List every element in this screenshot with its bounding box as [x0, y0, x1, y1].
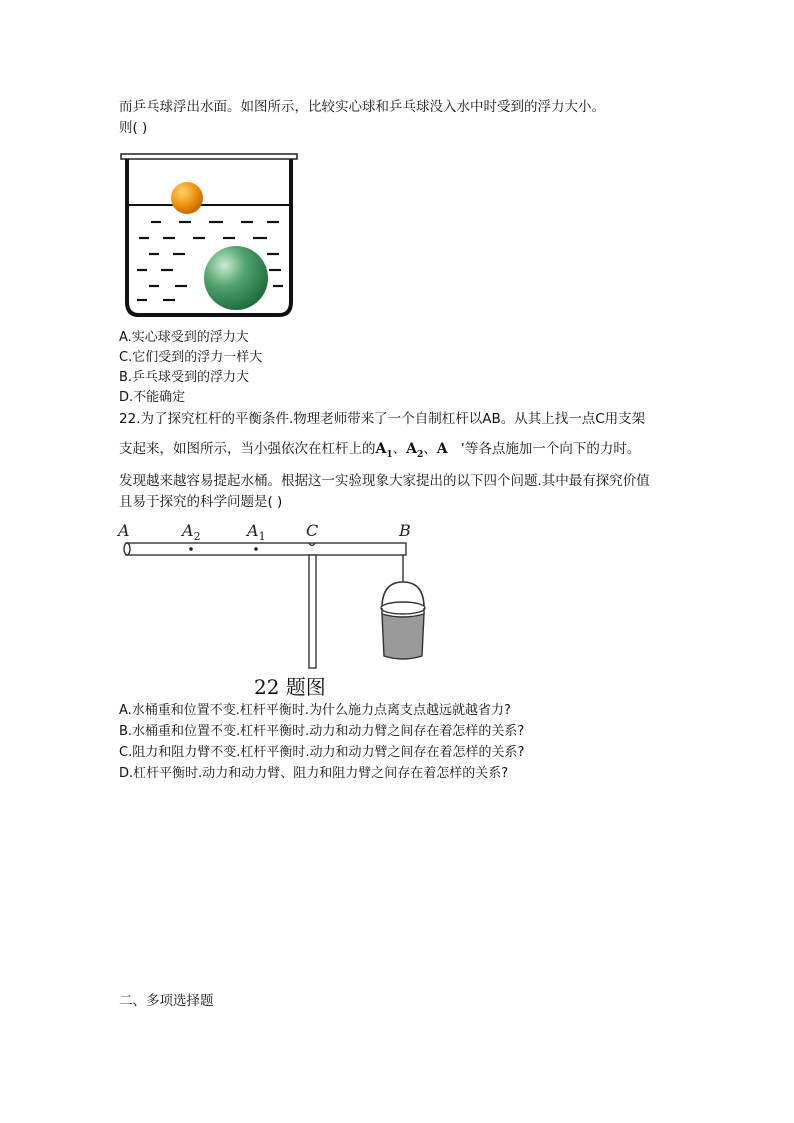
- label-a1: $A_1$: [247, 521, 266, 543]
- q21-option-b: B.乒乓球受到的浮力大: [119, 370, 250, 385]
- q22-option-a: A.水桶重和位置不变.杠杆平衡时.为什么施力点离支点越远就越省力?: [119, 703, 511, 718]
- q21-option-c: C.它们受到的浮力一样大: [119, 350, 263, 365]
- label-a2: $A_2$: [182, 521, 201, 543]
- lever-bar: [126, 543, 406, 555]
- figure-caption: 22 题图: [254, 675, 326, 699]
- q22-text-line1: 22.为了探究杠杆的平衡条件.物理老师带来了一个自制杠杆以AB。从其上找一点C用支架: [119, 411, 646, 427]
- beaker-figure: [119, 150, 299, 320]
- support-post: [309, 555, 316, 668]
- point-a2: [189, 547, 193, 551]
- q22-option-d: D.杠杆平衡时.动力和动力臂、阻力和阻力臂之间存在着怎样的关系?: [119, 766, 509, 781]
- q22-line2-end: ’等各点施加一个向下的力时。: [460, 441, 641, 457]
- label-c: C: [306, 521, 319, 540]
- q22-a2-label: $A_2$: [406, 441, 424, 460]
- q22-option-c: C.阻力和阻力臂不变.杠杆平衡时.动力和动力臂之间存在着怎样的关系?: [119, 745, 525, 760]
- q21-option-d: D.不能确定: [119, 390, 186, 405]
- q22-line2-start: 支起来，如图所示，当小强依次在杠杆上的: [119, 441, 376, 457]
- lever-end: [124, 543, 130, 555]
- label-b: B: [399, 521, 411, 540]
- q21-text-line2: 则( ): [119, 120, 148, 136]
- q22-option-b: B.水桶重和位置不变.杠杆平衡时.动力和动力臂之间存在着怎样的关系?: [119, 724, 525, 739]
- beaker-rim: [121, 154, 297, 159]
- lever-figure: [116, 516, 446, 676]
- q22-text-line3: 发现越来越容易提起水桶。根据这一实验现象大家提出的以下四个问题.其中最有探究价值: [119, 473, 650, 489]
- q21-text-line1: 而乒乓球浮出水面。如图所示，比较实心球和乒乓球没入水中时受到的浮力大小。: [119, 99, 605, 115]
- bucket-top: [381, 602, 425, 614]
- q22-a-label: A: [436, 441, 448, 457]
- q22-text-line4: 且易于探究的科学问题是( ): [119, 494, 283, 510]
- q21-option-a: A.实心球受到的浮力大: [119, 330, 249, 345]
- bucket-body: [382, 614, 424, 659]
- ping-pong-ball: [171, 182, 203, 214]
- label-a: A: [118, 521, 130, 540]
- point-a1: [254, 547, 258, 551]
- q22-text-line2: 支起来，如图所示，当小强依次在杠杆上的$A_1$、$A_2$、A ’等各点施加一个向下的力时。: [119, 441, 641, 460]
- q22-a1-label: $A_1$: [375, 441, 393, 460]
- solid-ball: [204, 246, 268, 310]
- section-heading: 二、多项选择题: [119, 993, 214, 1009]
